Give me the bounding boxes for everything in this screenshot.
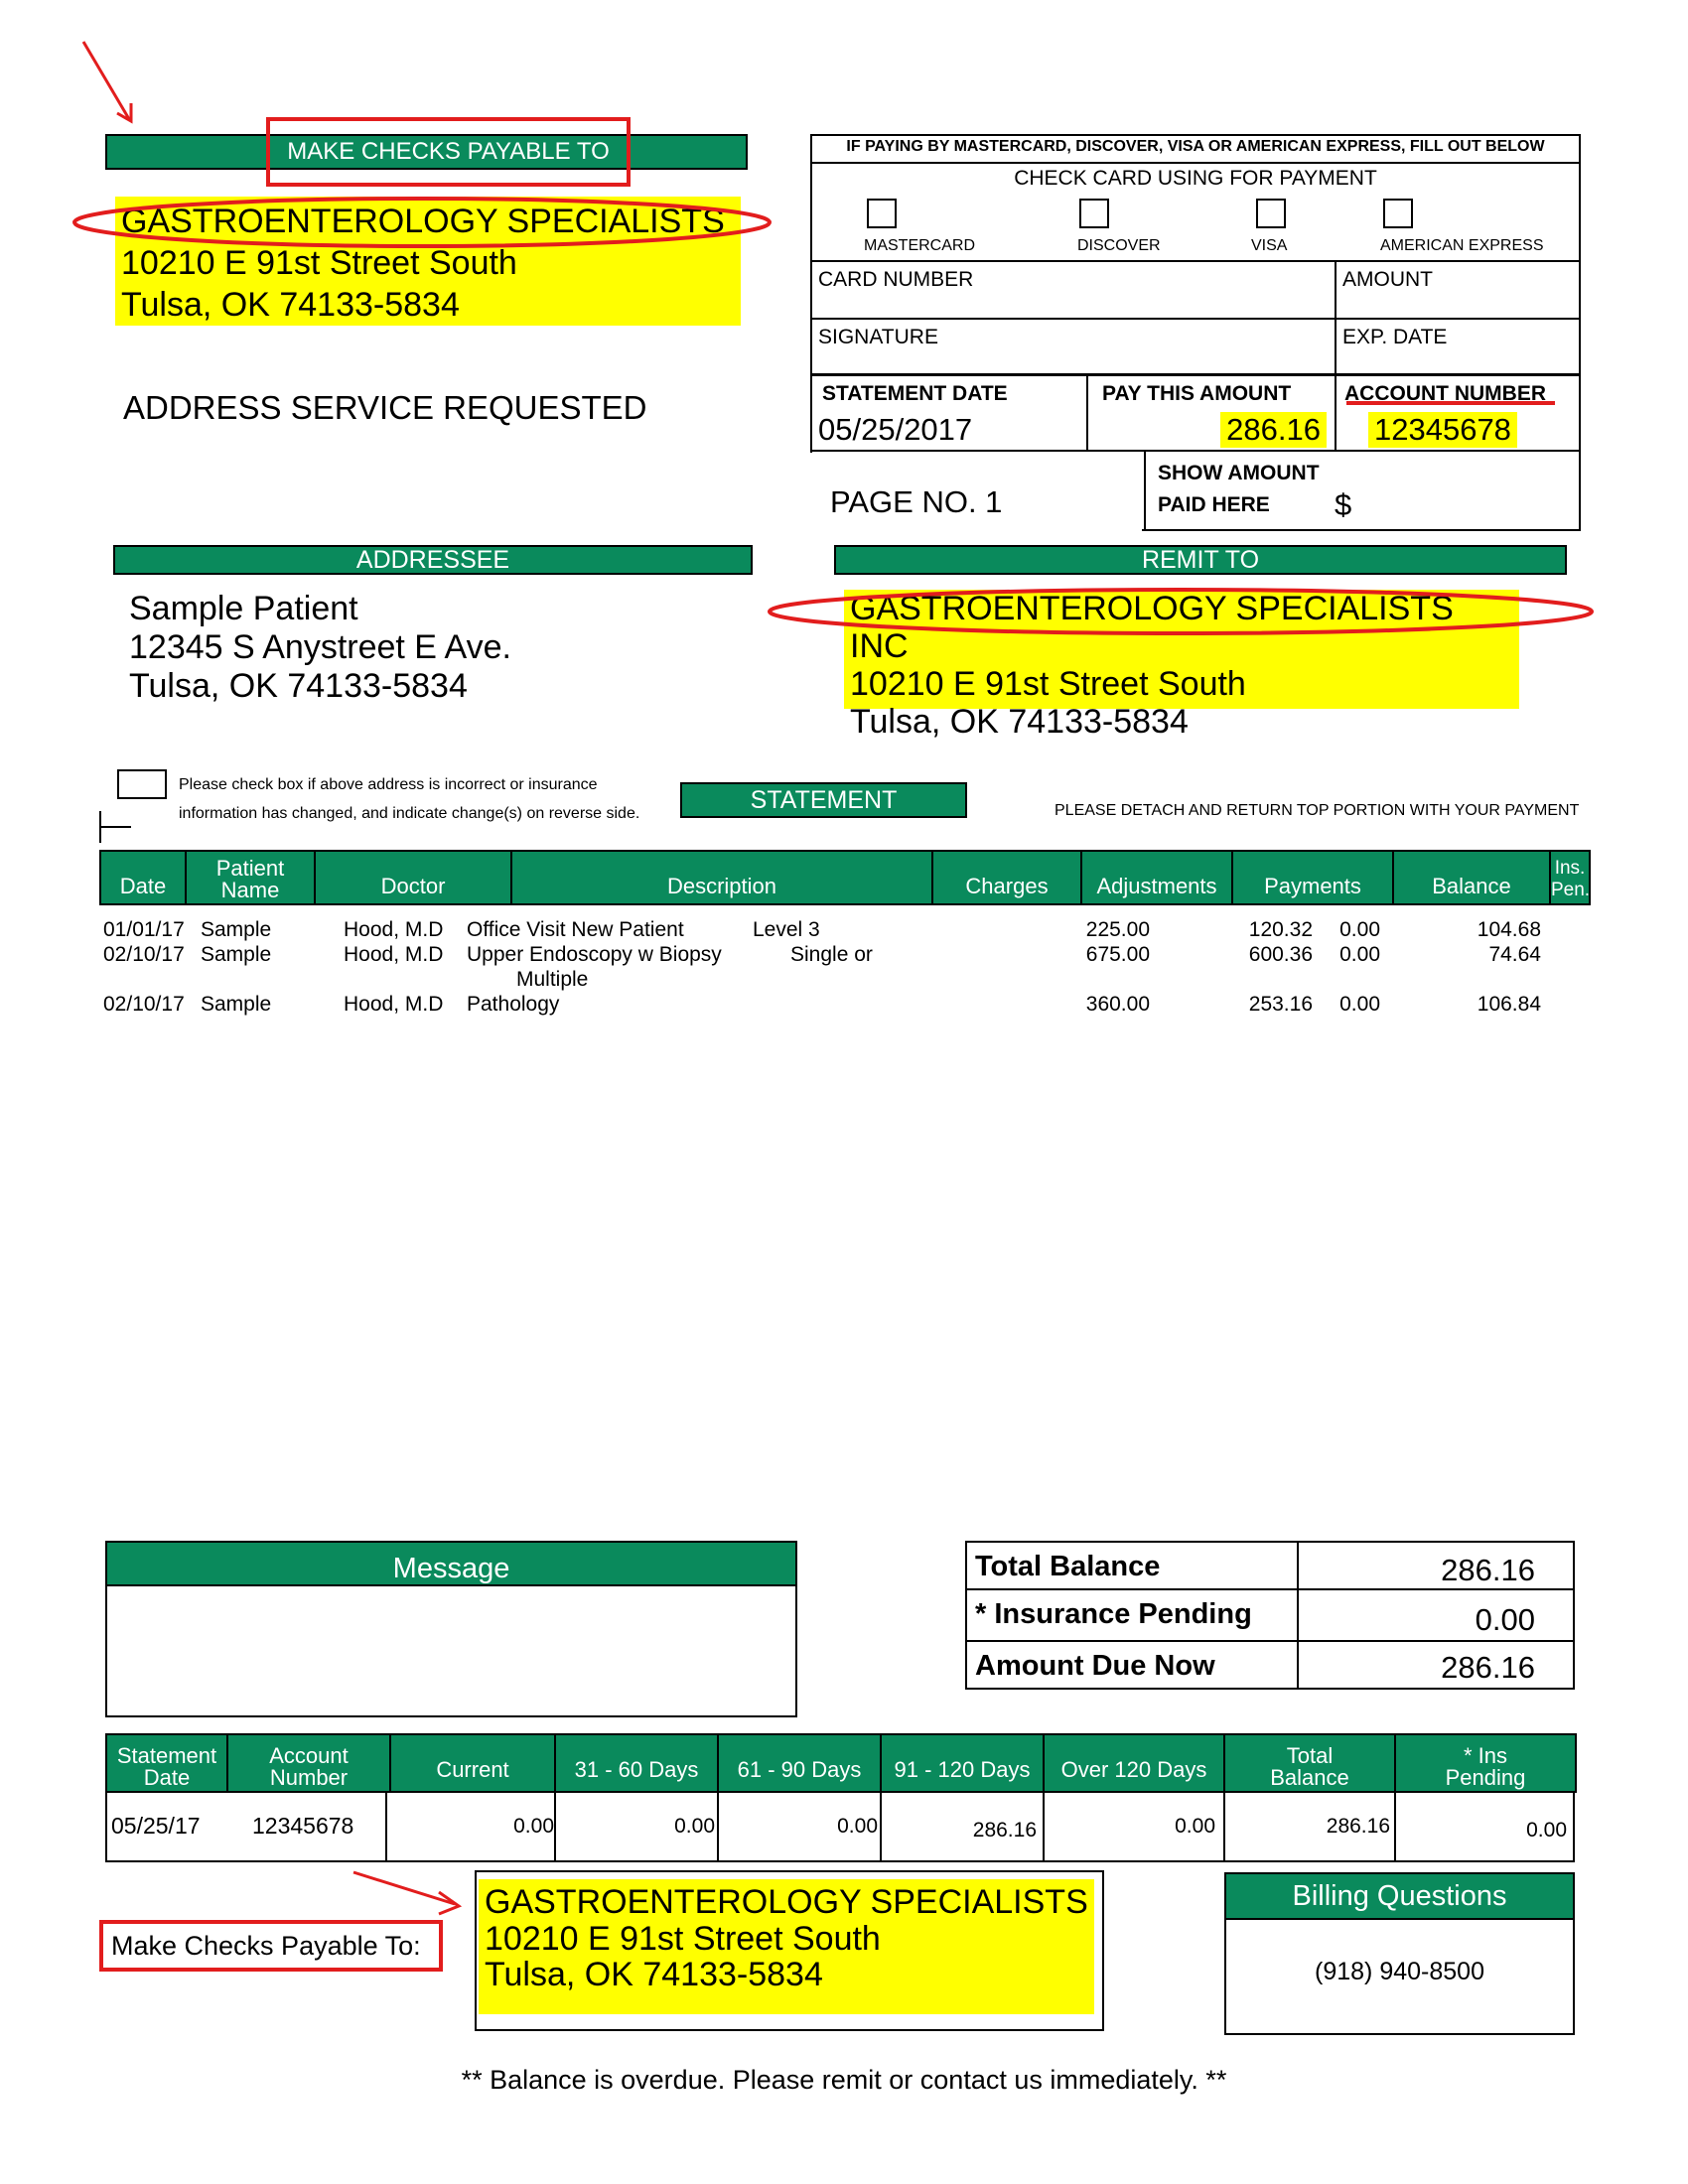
bottom-payee-address-1: 10210 E 91st Street South (485, 1920, 881, 1958)
bottom-payee-name: GASTROENTEROLOGY SPECIALISTS (485, 1883, 1088, 1921)
row-patient: Sample (201, 918, 272, 941)
insurance-pending-label: * Insurance Pending (975, 1598, 1252, 1630)
col-date: Date (99, 850, 187, 905)
col-ins-pen: Ins. Pen. (1549, 850, 1591, 905)
row-description-extra: Level 3 (753, 918, 820, 941)
signature-field[interactable] (810, 318, 1336, 373)
aging-col-over-120: Over 120 Days (1043, 1733, 1225, 1793)
totals-box (965, 1541, 1575, 1690)
billing-phone[interactable]: (918) 940-8500 (1315, 1958, 1484, 1985)
payable-header-label: MAKE CHECKS PAYABLE TO (266, 117, 631, 187)
mastercard-checkbox[interactable] (867, 199, 897, 228)
billing-header: Billing Questions (1224, 1872, 1575, 1920)
amex-label: AMERICAN EXPRESS (1380, 237, 1544, 254)
pay-amount-value: 286.16 (1220, 412, 1327, 448)
annotation-arrow-top (70, 30, 149, 129)
aging-divider (1043, 1793, 1045, 1860)
aging-account-number: 12345678 (252, 1813, 354, 1839)
aging-divider (385, 1793, 387, 1860)
amount-due-label: Amount Due Now (975, 1650, 1215, 1682)
totals-divider-v (1297, 1543, 1299, 1688)
aging-31-60: 0.00 (674, 1815, 715, 1838)
row-description: Pathology (467, 993, 560, 1016)
show-amount-box[interactable] (1144, 452, 1581, 531)
overdue-notice: ** Balance is overdue. Please remit or contact us immediately. ** (461, 2065, 1227, 2095)
discover-checkbox[interactable] (1079, 199, 1109, 228)
mastercard-label: MASTERCARD (864, 237, 976, 254)
pay-amount-cell (1088, 373, 1336, 451)
aging-col-ins-pending: * Ins Pending (1394, 1733, 1577, 1793)
aging-ins-pending: 0.00 (1526, 1819, 1567, 1842)
check-card-label: CHECK CARD USING FOR PAYMENT (1014, 167, 1377, 190)
card-number-label: CARD NUMBER (818, 268, 974, 291)
account-number-underline (1346, 401, 1555, 405)
row-balance: 106.84 (1477, 993, 1541, 1016)
bottom-payee-address-2: Tulsa, OK 74133-5834 (485, 1956, 823, 1993)
address-change-checkbox[interactable] (117, 769, 167, 799)
row-adjustments: 120.32 (1248, 918, 1313, 941)
row-description: Upper Endoscopy w Biopsy (467, 943, 722, 966)
annotation-arrow-bottom (348, 1866, 467, 1926)
table-row (99, 992, 1589, 1018)
row-date: 01/01/17 (103, 918, 185, 941)
amount-due-value: 286.16 (1441, 1650, 1535, 1685)
dollar-sign: $ (1335, 487, 1352, 522)
aging-col-account-number: Account Number (226, 1733, 391, 1793)
aging-table (105, 1733, 1575, 1862)
row-date: 02/10/17 (103, 993, 185, 1016)
visa-checkbox[interactable] (1256, 199, 1286, 228)
row-description-extra: Single or (790, 943, 873, 966)
discover-label: DISCOVER (1077, 237, 1161, 254)
aging-91-120: 286.16 (972, 1819, 1037, 1842)
row-payments: 0.00 (1339, 993, 1380, 1016)
row-balance: 104.68 (1477, 918, 1541, 941)
row-charges: 360.00 (1085, 993, 1150, 1016)
payee-name-ellipse (70, 194, 784, 253)
aging-values-row (107, 1793, 1573, 1860)
row-payments: 0.00 (1339, 918, 1380, 941)
aging-divider (717, 1793, 719, 1860)
aging-divider (554, 1793, 556, 1860)
col-doctor: Doctor (314, 850, 512, 905)
aging-divider (1223, 1793, 1225, 1860)
row-date: 02/10/17 (103, 943, 185, 966)
aging-divider (1394, 1793, 1396, 1860)
row-description-line2: Multiple (516, 968, 589, 991)
row-patient: Sample (201, 943, 272, 966)
corner-mark (97, 809, 137, 845)
address-change-notice-2: information has changed, and indicate change(s) on reverse side. (179, 805, 640, 822)
col-description: Description (510, 850, 933, 905)
aging-over-120: 0.00 (1175, 1815, 1215, 1838)
card-instruction: IF PAYING BY MASTERCARD, DISCOVER, VISA OR AMERICAN EXPRESS, FILL OUT BELOW (810, 134, 1581, 164)
address-service-requested: ADDRESS SERVICE REQUESTED (123, 389, 647, 426)
col-adjustments: Adjustments (1080, 850, 1233, 905)
aging-divider (880, 1793, 882, 1860)
row-doctor: Hood, M.D (344, 993, 444, 1016)
bottom-payee-block (479, 1879, 1094, 2014)
account-number-value: 12345678 (1368, 412, 1517, 448)
statement-date-label: STATEMENT DATE (822, 382, 1008, 405)
show-amount-label-1: SHOW AMOUNT (1158, 462, 1320, 484)
payee-address-2: Tulsa, OK 74133-5834 (121, 286, 460, 324)
col-balance: Balance (1392, 850, 1551, 905)
exp-date-field[interactable] (1336, 318, 1581, 373)
total-balance-label: Total Balance (975, 1551, 1161, 1582)
row-adjustments: 600.36 (1248, 943, 1313, 966)
signature-label: SIGNATURE (818, 326, 938, 348)
statement-label: STATEMENT (680, 782, 967, 818)
addressee-address-2: Tulsa, OK 74133-5834 (129, 667, 468, 705)
aging-col-61-90: 61 - 90 Days (717, 1733, 882, 1793)
col-patient-name: Patient Name (185, 850, 316, 905)
detach-notice: PLEASE DETACH AND RETURN TOP PORTION WITH YOUR PAYMENT (1055, 802, 1580, 819)
row-payments: 0.00 (1339, 943, 1380, 966)
aging-current: 0.00 (513, 1815, 554, 1838)
remit-name: GASTROENTEROLOGY SPECIALISTS INC (850, 590, 1454, 665)
pay-amount-label: PAY THIS AMOUNT (1102, 382, 1292, 405)
card-number-field[interactable] (810, 260, 1336, 318)
remit-name-ellipse (763, 582, 1607, 641)
aging-col-current: Current (389, 1733, 556, 1793)
message-header: Message (105, 1541, 797, 1586)
row-charges: 675.00 (1085, 943, 1150, 966)
addressee-name: Sample Patient (129, 590, 358, 627)
addressee-block (129, 590, 511, 706)
total-balance-value: 286.16 (1441, 1553, 1535, 1587)
totals-divider-h2 (967, 1640, 1573, 1642)
page-number: PAGE NO. 1 (830, 484, 1003, 519)
account-number-cell (1336, 373, 1581, 451)
account-number-label: ACCOUNT NUMBER (1344, 382, 1546, 405)
payee-address-1: 10210 E 91st Street South (121, 244, 517, 282)
aging-total-balance: 286.16 (1326, 1815, 1390, 1838)
aging-col-statement-date: Statement Date (105, 1733, 228, 1793)
aging-statement-date: 05/25/17 (111, 1813, 201, 1839)
remit-address-2: Tulsa, OK 74133-5834 (850, 703, 1189, 741)
table-row (99, 942, 1589, 992)
row-adjustments: 253.16 (1248, 993, 1313, 1016)
amex-checkbox[interactable] (1383, 199, 1413, 228)
col-payments: Payments (1231, 850, 1394, 905)
aging-61-90: 0.00 (837, 1815, 878, 1838)
remit-address-1: 10210 E 91st Street South (850, 665, 1246, 703)
amount-label: AMOUNT (1342, 268, 1433, 291)
totals-divider-h1 (967, 1588, 1573, 1590)
insurance-pending-value: 0.00 (1475, 1602, 1535, 1637)
exp-date-label: EXP. DATE (1342, 326, 1448, 348)
statement-date-cell (810, 373, 1088, 451)
addressee-header: ADDRESSEE (113, 545, 753, 575)
bottom-payable-label: Make Checks Payable To: (99, 1920, 443, 1972)
col-charges: Charges (931, 850, 1082, 905)
row-description: Office Visit New Patient (467, 918, 684, 941)
table-row (99, 917, 1589, 943)
row-patient: Sample (201, 993, 272, 1016)
payee-name: GASTROENTEROLOGY SPECIALISTS (121, 203, 725, 240)
row-doctor: Hood, M.D (344, 943, 444, 966)
charges-table-header (99, 850, 1591, 905)
amount-field[interactable] (1336, 260, 1581, 318)
row-balance: 74.64 (1488, 943, 1541, 966)
show-amount-label-2: PAID HERE (1158, 493, 1270, 516)
row-doctor: Hood, M.D (344, 918, 444, 941)
address-change-notice-1: Please check box if above address is incorrect or insurance (179, 776, 598, 793)
aging-col-31-60: 31 - 60 Days (554, 1733, 719, 1793)
remit-header: REMIT TO (834, 545, 1567, 575)
aging-col-91-120: 91 - 120 Days (880, 1733, 1045, 1793)
row-charges: 225.00 (1085, 918, 1150, 941)
aging-col-total-balance: Total Balance (1223, 1733, 1396, 1793)
visa-label: VISA (1251, 237, 1288, 254)
statement-date-value: 05/25/2017 (818, 412, 973, 447)
addressee-address-1: 12345 S Anystreet E Ave. (129, 628, 511, 666)
